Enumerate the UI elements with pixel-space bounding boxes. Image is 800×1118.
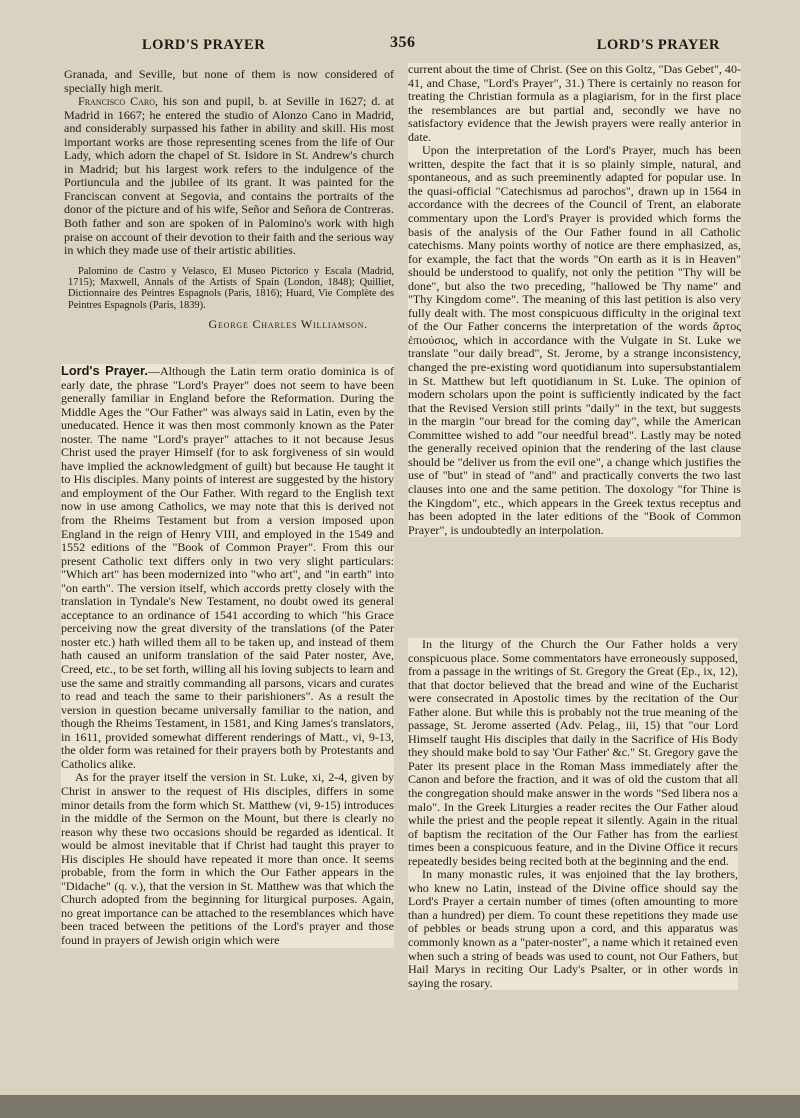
entry-name: Francisco Caro, (78, 94, 159, 109)
column-right-bottom (408, 638, 738, 990)
paragraph (64, 95, 394, 258)
column-left-article (61, 364, 394, 948)
article-heading: Lord's Prayer. (61, 363, 148, 378)
bibliography: Palomino de Castro y Velasco, El Museo Pictorico y Escala (Madrid, 1715); Maxwell, Annals of the Artists of Spain (London, 1848); Quilliet, Dictionnaire des Peintres Espagnols (Paris, 1816); Huard, Vie Complète des Peintres Espagnols (Paris, 1839). (68, 265, 394, 311)
paragraph: Upon the interpretation of the Lord's Prayer, much has been written, despite the fact that it is so plainly simple, natural, and spontaneous, and as such preeminently adapted for popular use. In the quasi-official "Catechismus ad parochos", drawn up in 1564 in accordance with the decrees of the Council of Trent, an elaborate commentary upon the Lord's Prayer is provided which forms the basis of the analysis of the Our Father found in all Catholic catechisms. Many points worthy of notice are there emphasized, as, for example, the fact that the words "On earth as it is in Heaven" should be understood to qualify, not only the petition "Thy will be done", but also the two preceding, "hallowed be Thy name" and "Thy Kingdom come". The meaning of this last petition is also very fully dealt with. The most conspicuous difficulty in the original text of the Our Father concerns the interpretation of the words ἄρτος ἐπιούσιος, which in accordance with the Vulgate in St. Luke we translate "our daily bread", St. Jerome, by a strange inconsistency, changed the pre-existing word quotidianum into supersubstantialem in St. Matthew but left quotidianum in St. Luke. The opinion of modern scholars upon the point is sufficiently indicated by the fact that the Revised Version still prints "daily" in the text, but suggests in the margin "our bread for the coming day", while the American Committee wished to add "our needful bread". Lastly may be noted the generally received opinion that the rendering of the last clause should be "deliver us from the evil one", a change which justifies the use of "but" in stead of "and" and practically converts the two last clauses into one and the same petition. The doxology "for Thine is the Kingdom", etc., which appears in the Greek textus receptus and has been adopted in the later editions of the "Book of Common Prayer", is undoubtedly an interpolation. (408, 143, 741, 537)
author-signature: George Charles Williamson. (208, 316, 368, 331)
column-left-top (64, 68, 394, 331)
article-intro (61, 364, 394, 771)
header-left-title: LORD'S PRAYER (142, 37, 266, 53)
paragraph: current about the time of Christ. (See on this Goltz, "Das Gebet", 40-41, and Chase, "Lord's Prayer", 31.) There is certainly no reason for treating the Christian formula as a plagiarism, for in the first place the resemblances are but partial and, secondly we have no satisfactory evidence that the Jewish prayers were really anterior in date. (408, 62, 741, 144)
running-header (60, 34, 760, 54)
page-bottom-edge (0, 1095, 800, 1118)
paragraph-text: his son and pupil, b. at Seville in 1627; d. at Madrid in 1667; he entered the studio of Alonzo Cano in Madrid, and considerably surpassed his father in ability and skill. His most important works are those representing scenes from the life of Our Lady, which adorn the chapel of St. Isidore in St. Andrew's church in Madrid; but his largest work refers to the indulgence of the Portiuncula and the jubilee of its grant. It was painted for the Franciscan convent at Segovia, and contains the portraits of the donor of the picture and of his wife, Señor and Señora de Contreras. Both father and son are spoken of in Palomino's work with high praise on account of their devotion to their faith and the serious way in which they made use of their artistic abilities. (64, 94, 394, 258)
paragraph-text: —Although the Latin term oratio dominica is of early date, the phrase "Lord's Prayer" does not seem to have been generally familiar in England before the Reformation. During the Middle Ages the "Our Father" was always said in Latin, even by the uneducated. Hence it was then most commonly known as the Pater noster. The name "Lord's prayer" attaches to it not because Jesus Christ used the prayer Himself (for to ask forgiveness of sin would have implied the acknowledgment of guilt) but because He taught it to His disciples. Many points of interest are suggested by the history and employment of the Our Father. With regard to the English text now in use among Catholics, we may note that this is derived not from the Rheims Testament but from a version imposed upon England in the reign of Henry VIII, and employed in the 1549 and 1552 editions of the "Book of Common Prayer". From this our present Catholic text differs only in two very slight particulars: "Which art" has been modernized into "who art", and "in earth" into "on earth". The version itself, which accords pretty closely with the translation in Tyndale's New Testament, no doubt owed its general acceptance to an ordinance of 1541 according to which "his Grace perceiving now the great diversity of the translations (of the Pater noster etc.) hath willed them all to be taken up, and instead of them hath caused an uniform translation of the said Pater noster, Ave, Creed, etc., to be set forth, willing all his loving subjects to learn and use the same and straitly commanding all parsons, vicars and curates to read and teach the same to their parishioners". As a result the version in question became universally familiar to the nation, and though the Rheims Testament, in 1581, and King James's translators, in 1611, provided somewhat different renderings of Matt., vi, 9-13, the older form was retained for their prayers both by Protestants and Catholics alike. (61, 364, 395, 771)
paragraph: As for the prayer itself the version in St. Luke, xi, 2-4, given by Christ in answer to the request of His disciples, differs in some minor details from the form which St. Matthew (vi, 9-15) introduces in the middle of the Sermon on the Mount, but there is clearly no reason why these two occasions should be regarded as identical. It would be almost inevitable that if Christ had taught this prayer to His disciples He should have repeated it more than once. It seems probable, from the form in which the Our Father appears in the "Didache" (q. v.), that the version in St. Matthew was that which the Church adopted from the beginning for liturgical purposes. Again, no great importance can be attached to the resemblances which have been traced between the petitions of the Lord's prayer and those found in prayers of Jewish origin which were (61, 770, 394, 947)
column-right-top (408, 63, 741, 537)
paragraph: In the liturgy of the Church the Our Father holds a very conspicuous place. Some commentators have erroneously supposed, from a passage in the writings of St. Gregory the Great (Ep., ix, 12), that that doctor believed that the bread and wine of the Eucharist were consecrated in Apostolic times by the recitation of the Our Father alone. But while this is probably not the true meaning of the passage, St. Jerome asserted (Adv. Pelag., iii, 15) that "our Lord Himself taught His disciples that daily in the Sacrifice of His Body they should make bold to say 'Our Father' &c." St. Gregory gave the Pater its present place in the Roman Mass immediately after the Canon and before the fraction, and it was of old the custom that all the congregation should make answer in the words "Sed libera nos a malo". In the Greek Liturgies a reader recites the Our Father aloud while the priest and the people repeat it silently. Again in the ritual of baptism the recitation of the Our Father has from the earliest times been a conspicuous feature, and in the Divine Office it recurs repeatedly besides being recited both at the beginning and the end. (408, 637, 738, 868)
paragraph: In many monastic rules, it was enjoined that the lay brothers, who knew no Latin, instead of the Divine office should say the Lord's Prayer a certain number of times (often amounting to more than a hundred) per diem. To count these repetitions they made use of pebbles or beads strung upon a cord, and this apparatus was commonly known as a "pater-noster", a name which it retained even when such a string of beads was used to count, not Our Fathers, but Hail Marys in reciting Our Lady's Psalter, or in other words in saying the rosary. (408, 867, 738, 990)
page-number: 356 (390, 34, 416, 51)
header-right-title: LORD'S PRAYER (596, 37, 720, 53)
paragraph: Granada, and Seville, but none of them is now considered of specially high merit. (64, 67, 394, 95)
